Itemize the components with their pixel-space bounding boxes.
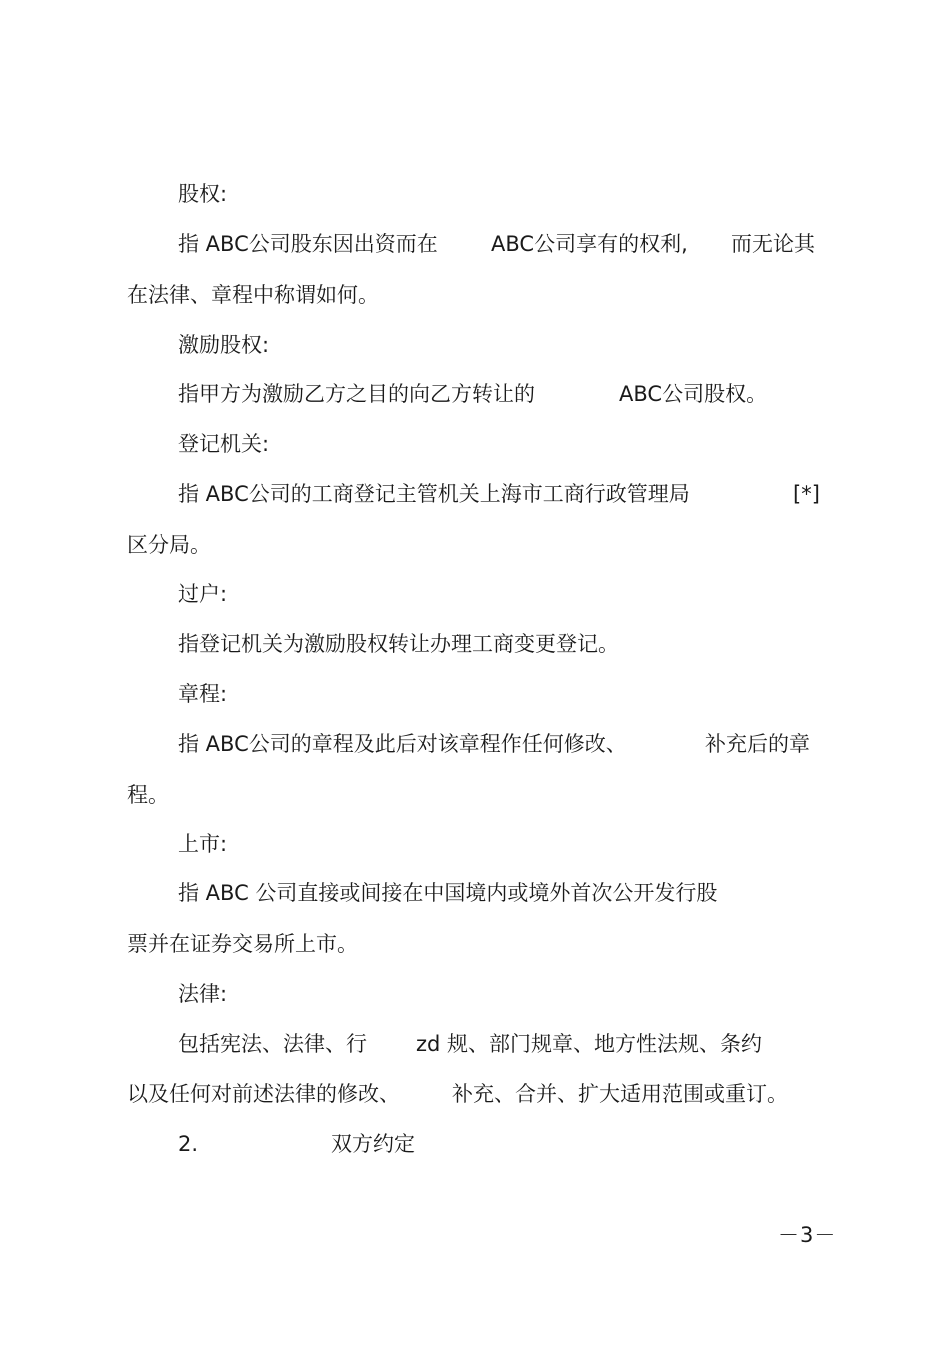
section-title: 双方约定 [331, 1132, 415, 1156]
definition-registration-authority-line1 [178, 481, 838, 507]
definition-law-line1 [178, 1031, 838, 1057]
section-number: 2. [178, 1132, 199, 1156]
definition-transfer-line1: 指登记机关为激励股权转让办理工商变更登记。 [178, 632, 619, 656]
definition-segment: zd 规、部门规章、地方性法规、条约 [416, 1032, 763, 1056]
definition-articles-line2: 程。 [127, 783, 169, 807]
definition-segment: 指 ABC公司股东因出资而在 [178, 232, 438, 256]
definition-listing-line2: 票并在证券交易所上市。 [127, 932, 358, 956]
definition-segment: 补充后的章 [705, 732, 810, 756]
definition-articles-line1 [178, 731, 838, 757]
definition-segment: 而无论其 [731, 232, 815, 256]
term-incentive-equity: 激励股权: [178, 333, 270, 357]
definition-equity-line2: 在法律、章程中称谓如何。 [127, 283, 379, 307]
term-listing: 上市: [178, 832, 228, 856]
term-registration-authority: 登记机关: [178, 432, 270, 456]
definition-segment: 包括宪法、法律、行 [178, 1032, 367, 1056]
term-transfer: 过户: [178, 582, 228, 606]
definition-segment: 以及任何对前述法律的修改、 [127, 1082, 400, 1106]
definition-law-line2 [127, 1081, 838, 1107]
definition-incentive-equity-line1 [178, 381, 838, 407]
definition-segment: [*] [793, 482, 820, 506]
term-articles: 章程: [178, 682, 228, 706]
page-number: －3－ [778, 1223, 837, 1247]
definition-listing-line1: 指 ABC 公司直接或间接在中国境内或境外首次公开发行股 [178, 881, 718, 905]
term-equity: 股权: [178, 182, 228, 206]
definition-segment: 补充、合并、扩大适用范围或重订。 [452, 1082, 788, 1106]
definition-segment: 指 ABC公司的章程及此后对该章程作任何修改、 [178, 732, 627, 756]
definition-registration-authority-line2: 区分局。 [127, 533, 211, 557]
definition-segment: ABC公司股权。 [619, 382, 768, 406]
definition-segment: ABC公司享有的权利, [491, 232, 688, 256]
definition-segment: 指甲方为激励乙方之目的向乙方转让的 [178, 382, 535, 406]
definition-segment: 指 ABC公司的工商登记主管机关上海市工商行政管理局 [178, 482, 690, 506]
term-law: 法律: [178, 982, 228, 1006]
definition-equity-line1 [178, 231, 838, 257]
